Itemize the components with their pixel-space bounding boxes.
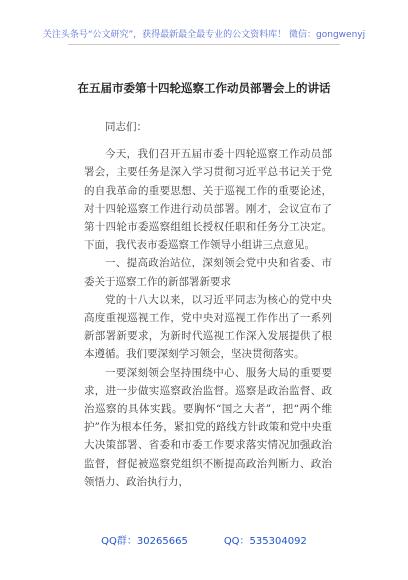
footer-contact [0,532,408,547]
footer-qq-group: QQ群：30265665 [101,536,188,547]
salutation: 同志们： [105,121,147,133]
document-body [84,118,332,491]
header-banner: 关注头条号“公文研究”，获得最新最全最专业的公文资料库！ 微信：gongwenyj [42,30,366,40]
footer-qq: QQ：535304092 [223,536,307,547]
document-title: 在五届市委第十四轮巡察工作动员部署会上的讲话 [77,81,331,95]
header-divider [68,44,340,45]
section-heading-1: 一、提高政治站位，深刻领会党中央和省委、市委关于巡察工作的新部署新要求 [84,257,332,288]
paragraph-requirement-1: 一要深刻领会坚持围绕中心、服务大局的重要要求，进一步做实巡察政治监督。巡察是政治监督、政治巡察的具体实践。要胸怀“国之大者”，把“两个维护”作为根本任务，紧扣党的路线方针政策和党中央重大决策部署、省委和市委工作要求落实情况加强政治监督，督促被巡察党组织不断提高政治判断力、政治领悟力、政治执行力， [84,366,332,488]
paragraph-intro: 今天，我们召开五届市委十四轮巡察工作动员部署会，主要任务是深入学习贯彻习近平总书记关于党的自我革命的重要思想、关于巡视工作的重要论述，对十四轮巡察工作进行动员部署。刚才，会议宣布了第十四轮市委巡察组组长授权任职和任务分工决定。下面，我代表市委巡察工作领导小组讲三点意见。 [84,148,332,252]
paragraph-background: 党的十八大以来，以习近平同志为核心的党中央高度重视巡视工作，党中央对巡视工作作出了一系列新部署新要求，为新时代巡视工作深入发展提供了根本遵循。我们要深刻学习领会，坚决贯彻落实。 [84,293,332,361]
